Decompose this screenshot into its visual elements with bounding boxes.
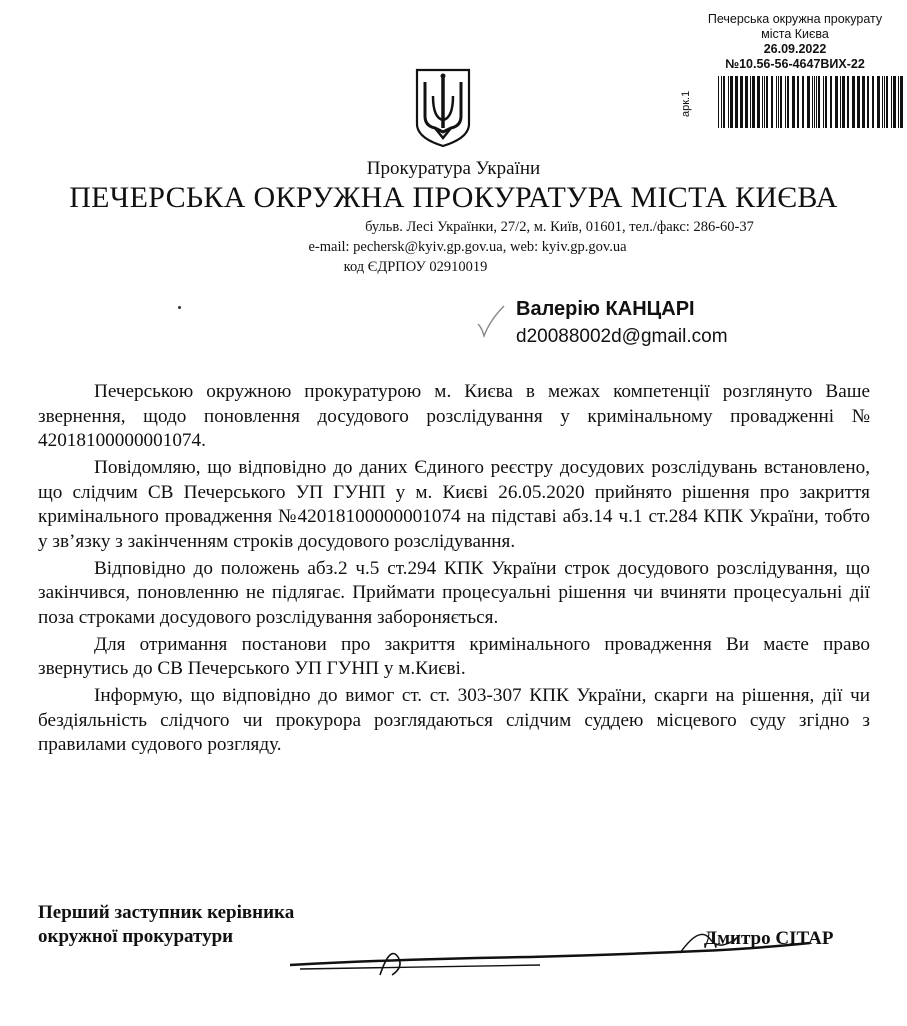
paragraph-3: Відповідно до положень абз.2 ч.5 ст.294 КПК України строк досудового розслідування, що закінчився, поновленню не підлягає. Приймати процесуальні рішення чи вчиняти процесуальні дії поза строками досудового розслідування забороняється.: [38, 557, 870, 628]
barcode-bar: [867, 76, 869, 128]
barcode-bar: [776, 76, 777, 128]
sheet-label: арк.1: [680, 90, 692, 118]
barcode-bar: [852, 76, 855, 128]
barcode-bar: [862, 76, 865, 128]
signatory-title-line1: Перший заступник керівника: [38, 902, 295, 923]
barcode-bar: [785, 76, 786, 128]
barcode-bar: [840, 76, 841, 128]
barcode-bar: [884, 76, 885, 128]
barcode-bar: [886, 76, 888, 128]
office-edrpou-code: код ЄДРПОУ 02910019: [343, 259, 488, 275]
signatory-title-line2: окружної прокуратури: [38, 926, 234, 947]
barcode-bar: [778, 76, 779, 128]
barcode-bar: [780, 76, 782, 128]
agency-name: Прокуратура України: [366, 158, 541, 179]
office-email-web: e-mail: pechersk@kyiv.gp.gov.ua, web: kyiv.gp.gov.ua: [308, 239, 627, 255]
barcode-bar: [723, 76, 725, 128]
barcode-bar: [898, 76, 899, 128]
stamp-date: 26.09.2022: [763, 42, 827, 56]
handwritten-signature: [280, 905, 820, 985]
barcode-bar: [814, 76, 815, 128]
barcode-bar: [877, 76, 880, 128]
barcode-bar: [730, 76, 733, 128]
barcode-bar: [807, 76, 810, 128]
barcode-bar: [882, 76, 883, 128]
barcode-bar: [740, 76, 743, 128]
barcode-bar: [825, 76, 827, 128]
paragraph-4: Для отримання постанови про закриття кримінального провадження Ви маєте право звернутись до СВ Печерського УП ГУНП у м.Києві.: [38, 633, 870, 679]
barcode-bar: [750, 76, 751, 128]
office-address: бульв. Лесі Українки, 27/2, м. Київ, 01601, тел./факс: 286-60-37: [365, 219, 754, 235]
barcode-bar: [842, 76, 845, 128]
registration-stamp: [683, 12, 907, 72]
barcode-bar: [766, 76, 768, 128]
stamp-org-line2: міста Києва: [761, 27, 829, 41]
stamp-org-line1: Печерська окружна прокурату: [707, 12, 883, 26]
barcode-bar: [762, 76, 763, 128]
recipient-email: d20088002d@gmail.com: [516, 326, 728, 347]
barcode-bar: [835, 76, 838, 128]
barcode-bar: [818, 76, 820, 128]
barcode-bar: [718, 76, 719, 128]
barcode-bar: [893, 76, 896, 128]
barcode-bar: [816, 76, 817, 128]
barcode-bar: [891, 76, 892, 128]
paragraph-5: Інформую, що відповідно до вимог ст. ст. 303-307 КПК України, скарги на рішення, дії чи бездіяльність слідчого чи прокурора розглядаються слідчим суддею місцевого суду згідно з правилами судового розгляду.: [38, 685, 870, 755]
scan-speck: [178, 306, 181, 309]
barcode-bar: [797, 76, 799, 128]
barcode-bar: [802, 76, 804, 128]
checkmark-icon: [476, 304, 506, 338]
signatory-name: Дмитро СІТАР: [704, 928, 834, 949]
barcode-bar: [787, 76, 789, 128]
barcode-bar: [792, 76, 795, 128]
barcode-bar: [745, 76, 748, 128]
barcode-bar: [728, 76, 729, 128]
barcode-bar: [752, 76, 755, 128]
barcode-bar: [823, 76, 824, 128]
barcode-bar: [735, 76, 738, 128]
recipient-name: Валерію КАНЦАРІ: [516, 298, 695, 320]
letter-body: [38, 380, 870, 760]
stamp-number: №10.56-56-4647ВИХ-22: [725, 57, 865, 71]
barcode-bar: [812, 76, 813, 128]
office-name: ПЕЧЕРСЬКА ОКРУЖНА ПРОКУРАТУРА МІСТА КИЄВА: [69, 181, 838, 214]
barcode-icon: [718, 76, 907, 128]
barcode-bar: [847, 76, 849, 128]
trident-emblem-icon: [413, 66, 473, 150]
barcode-bar: [771, 76, 773, 128]
barcode-bar: [764, 76, 765, 128]
barcode-bar: [872, 76, 874, 128]
barcode-bar: [830, 76, 832, 128]
paragraph-1: Печерською окружною прокуратурою м. Києва в межах компетенції розглянуто Ваше звернення, щодо поновлення досудового розслідування у кримінальному провадженні № 42018100000001074.: [38, 381, 870, 451]
barcode-bar: [900, 76, 903, 128]
barcode-bar: [857, 76, 860, 128]
barcode-bar: [757, 76, 760, 128]
barcode-bar: [721, 76, 722, 128]
paragraph-2: Повідомляю, що відповідно до даних Єдиного реєстру досудових розслідувань встановлено, що слідчим СВ Печерського УП ГУНП у м. Києві 26.05.2020 прийнято рішення про закриття кримінального провадження №42018100000001074 на підставі абз.14 ч.1 ст.284 КПК України, тобто у зв’язку з закінченням строків досудового розслідування.: [38, 457, 870, 552]
signatory-title: [38, 901, 294, 949]
